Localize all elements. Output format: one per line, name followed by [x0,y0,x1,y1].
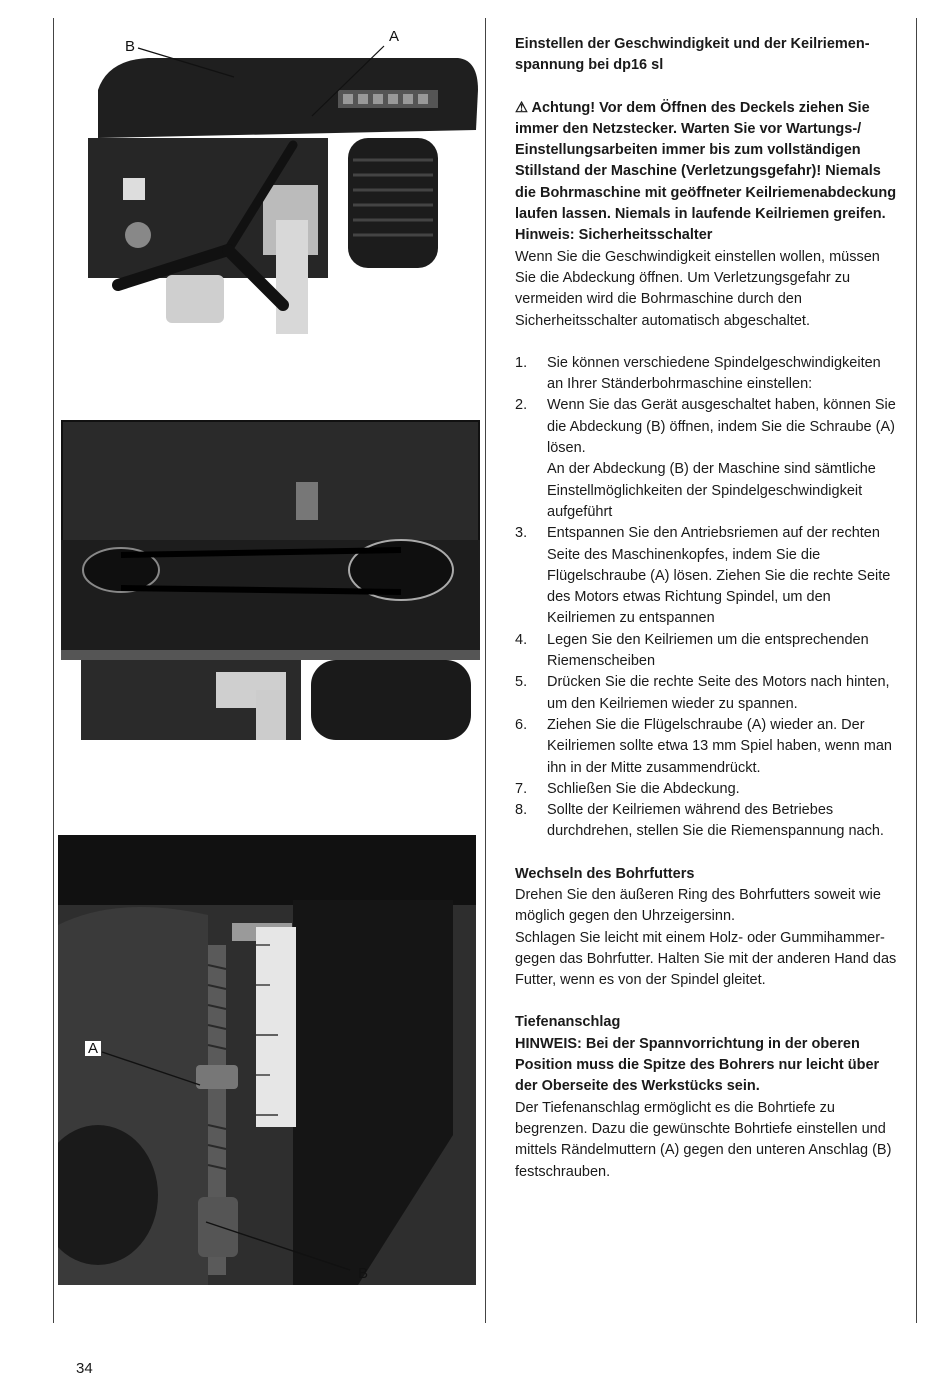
safety-switch-text: Wenn Sie die Geschwindigkeit einstellen wollen, müssen Sie die Abdeckung öffnen. Um Verletzungsgefahr zu vermeiden wird die Bohrmaschine durch den Sicherheitsschalter automatisch abgeschaltet. [515,248,880,329]
fig3-callout-lines [0,0,486,1290]
text-column [515,34,897,1183]
list-item: 3. Entspannen Sie den Antriebsriemen auf der rechten Seite des Maschinenkopfes, indem Sie die Flügelschraube (A) lösen. Ziehen Sie die rechte Seite des Motors etwas Richtung Spindel, um den Keilriemen zu entspannen [515,525,891,627]
fig3-label-a: A [85,1041,101,1056]
list-item: 6. Ziehen Sie die Flügelschraube (A) wieder an. Der Keilriemen sollte etwa 13 mm Spiel haben, wenn man ihn in der Mitte zusammendrückt. [515,716,892,776]
page-number: 34 [76,1360,93,1377]
depth-text: Der Tiefenanschlag ermöglicht es die Bohrtiefe zu begrenzen. Dazu die gewünschte Bohrtiefe einstellen und mittels Rändelmuttern (A) gegen den unteren Anschlag (B) festschrauben. [515,1099,892,1180]
list-item: 4. Legen Sie den Keilriemen um die entsprechenden Riemenscheiben [515,631,869,670]
fig3-label-b: B [358,1265,369,1282]
list-item: 7. Schließen Sie die Abdeckung. [515,780,740,797]
depth-note: HINWEIS: Bei der Spannvorrichtung in der oberen Position muss die Spitze des Bohrers nur leicht über der Oberseite des Werkstücks sein. [515,1035,880,1095]
chuck-section-heading: Wechseln des Bohrfutters [515,865,695,882]
fig1-label-b: B [125,38,136,55]
speed-section-heading: Einstellen der Geschwindigkeit und der Keilriemen-spannung bei dp16 sl [515,36,870,74]
list-item: 1. Sie können verschiedene Spindelgeschwindigkeiten an Ihrer Ständerbohrmaschine einstellen: [515,354,881,393]
right-margin-line [916,18,917,1323]
list-item: 5. Drücken Sie die rechte Seite des Motors nach hinten, um den Keilriemen wieder zu spannen. [515,674,890,712]
speed-steps-list [515,353,897,843]
list-item: 8. Sollte der Keilriemen während des Betriebes durchdrehen, stellen Sie die Riemenspannung nach. [515,802,884,840]
chuck-paragraph-1: Drehen Sie den äußeren Ring des Bohrfutters soweit wie möglich gegen den Uhrzeigersinn. [515,886,881,925]
safety-warning: ⚠ Achtung! Vor dem Öffnen des Deckels ziehen Sie immer den Netzstecker. Warten Sie vor Wartungs-/ Einstellungsarbeiten immer bis zum vollständigen Stillstand der Maschine (Verletzungsgefahr)! Niemals die Bohrmaschine mit geöffneter Keilriemenabdeckung laufen lassen. Niemals in laufende Keilriemen greifen. [515,99,897,223]
list-item: 2. Wenn Sie das Gerät ausgeschaltet haben, können Sie die Abdeckung (B) öffnen, indem Sie die Schraube (A) lösen. An der Abdeckung (B) der Maschine sind sämtliche Einstellmöglichkeiten der Spindelgeschwindigkeit aufgeführt [515,397,896,520]
chuck-paragraph-2: Schlagen Sie leicht mit einem Holz- oder Gummihammer-gegen das Bohrfutter. Halten Sie mit der anderen Hand das Futter, wenn es von der Spindel gleitet. [515,929,897,989]
fig1-label-a: A [389,28,400,45]
depth-section-heading: Tiefenanschlag [515,1014,621,1031]
safety-switch-heading: Hinweis: Sicherheitsschalter [515,227,713,244]
